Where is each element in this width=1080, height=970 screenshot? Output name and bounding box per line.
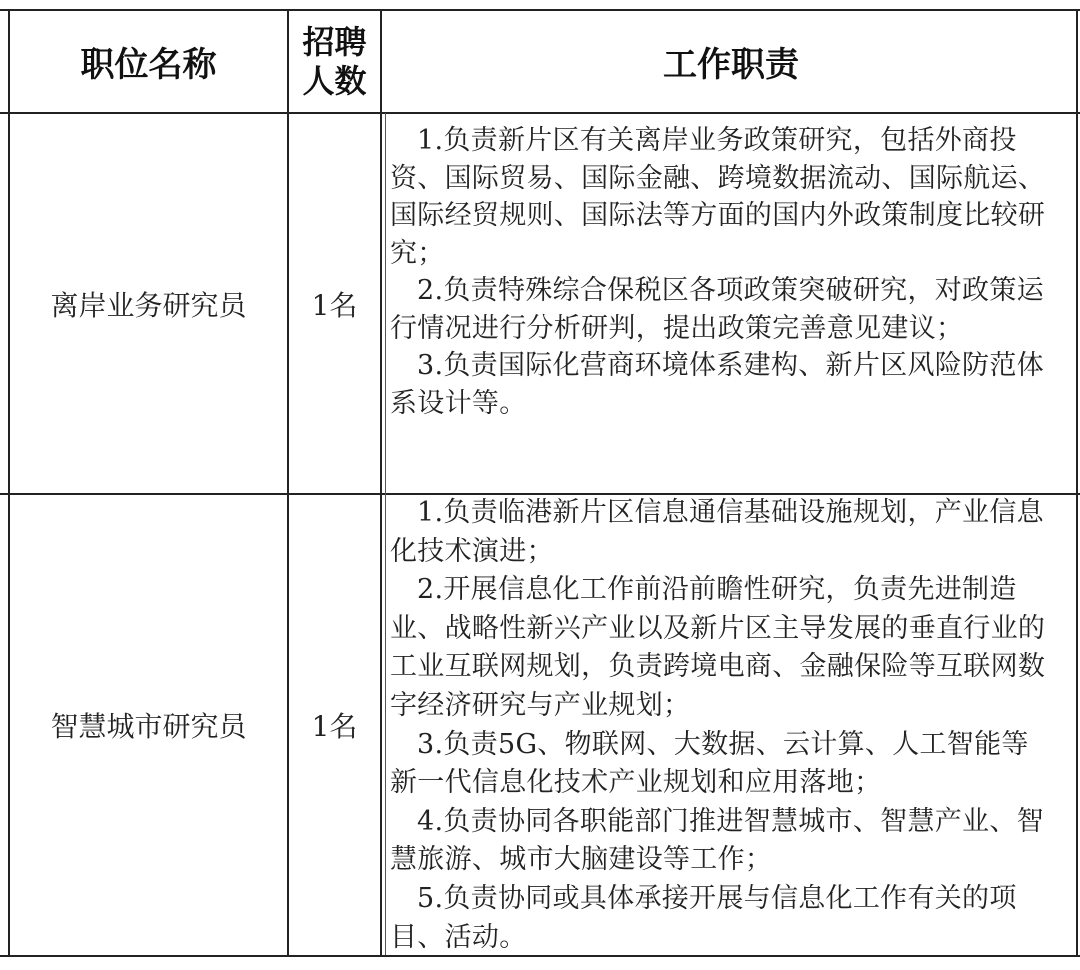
header-headcount (289, 11, 380, 112)
row2-duty-item: 2.开展信息化工作前沿前瞻性研究，负责先进制造业、战略性新兴产业以及新片区主导发展的垂直行业的工业互联网规划，负责跨境电商、金融保险等互联网数字经济研究与产业规划； (390, 574, 1046, 721)
row1-duty-item: 3.负责国际化营商环境体系建构、新片区风险防范体系设计等。 (390, 350, 1044, 419)
header-duties-text: 工作职责 (663, 45, 799, 85)
header-headcount-line1: 招聘 (302, 22, 367, 61)
row2-duty-item: 3.负责5G、物联网、大数据、云计算、人工智能等新一代信息化技术产业规划和应用落地； (390, 728, 1029, 799)
header-headcount-line2: 人数 (302, 61, 367, 100)
header-position-name-text: 职位名称 (80, 45, 217, 85)
right-border (1076, 10, 1078, 957)
row2-headcount-text: 1名 (311, 710, 358, 743)
row2-position (10, 495, 287, 955)
row2-duties (390, 494, 1052, 957)
row2-duty-item: 4.负责协同各职能部门推进智慧城市、智慧产业、智慧旅游、城市大脑建设等工作； (390, 805, 1044, 876)
col-divider-2b (385, 113, 386, 955)
row2-position-text: 智慧城市研究员 (50, 710, 247, 743)
col-divider-2 (380, 10, 382, 957)
row1-duties (390, 122, 1052, 422)
row1-position (10, 114, 287, 493)
row1-duty-item: 2.负责特殊综合保税区各项政策突破研究，对政策运行情况进行分析研判，提出政策完善意见建议； (390, 275, 1044, 344)
row1-headcount-text: 1名 (311, 288, 358, 322)
header-duties (386, 11, 1076, 112)
row2-headcount (289, 495, 380, 955)
row2-duty-item: 5.负责协同或具体承接开展与信息化工作有关的项目、活动。 (390, 882, 1017, 953)
row2-duty-item: 1.负责临港新片区信息通信基础设施规划，产业信息化技术演进； (390, 497, 1044, 567)
row1-position-text: 离岸业务研究员 (50, 288, 247, 322)
row1-headcount (289, 114, 380, 493)
row1-duty-item: 1.负责新片区有关离岸业务政策研究，包括外商投资、国际贸易、国际金融、跨境数据流动、国际航运、国际经贸规则、国际法等方面的国内外政策制度比较研究； (390, 125, 1046, 269)
header-position-name (10, 11, 287, 112)
